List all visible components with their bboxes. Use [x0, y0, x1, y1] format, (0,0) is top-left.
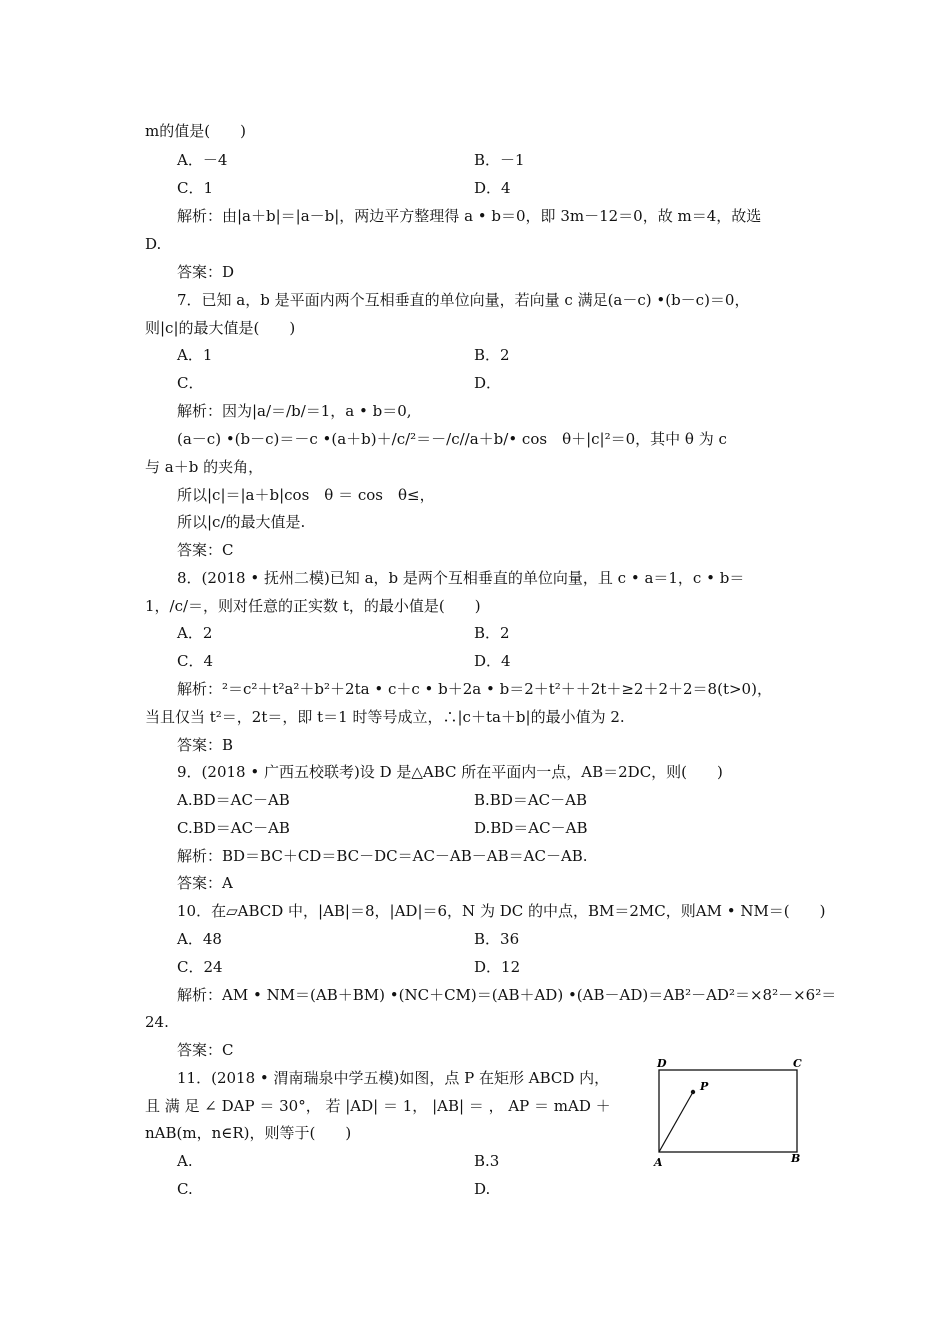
answer: 答案：A [177, 874, 233, 892]
option-a: A．1 [177, 346, 213, 364]
option-b: B．2 [474, 346, 510, 364]
option-b: B．2 [474, 624, 510, 642]
option-c: C．24 [177, 958, 223, 976]
solution-text: 解析：BD＝BC＋CD＝BC－DC＝AC－AB－AB＝AC－AB. [177, 847, 588, 865]
option-b: B．－1 [474, 151, 525, 169]
option-a: A.BD＝AC－AB [177, 791, 290, 809]
question-7: 7．已知 a，b 是平面内两个互相垂直的单位向量，若向量 c 满足(a－c) •(b－c)＝0， [177, 291, 750, 309]
option-c: C．1 [177, 179, 214, 197]
solution-text: 解析：²＝c²＋t²a²＋b²＋2ta • c＋c • b＋2a • b＝2＋t²＋＋2t＋≥2＋2＋2＝8(t>0)， [177, 680, 772, 698]
option-b: B.3 [474, 1152, 500, 1170]
segment-ap [659, 1092, 693, 1152]
answer: 答案：C [177, 541, 234, 559]
solution-text: 当且仅当 t²＝，2t＝，即 t＝1 时等号成立，∴|c＋ta＋b|的最小值为 2. [145, 708, 625, 726]
option-d: D．4 [474, 652, 511, 670]
option-d: D.BD＝AC－AB [474, 819, 588, 837]
option-a: A．2 [177, 624, 213, 642]
option-c: C．4 [177, 652, 214, 670]
question-8: 8．(2018 • 抚州二模)已知 a，b 是两个互相垂直的单位向量，且 c • a＝1，c • b＝ [177, 569, 745, 587]
question-10: 10．在▱ABCD 中，|AB|＝8，|AD|＝6，N 为 DC 的中点，BM＝2MC，则AM • NM＝( ) [177, 902, 826, 920]
solution-text: 所以|c/的最大值是. [177, 513, 306, 531]
solution-text: (a－c) •(b－c)＝－c •(a＋b)＋/c/²＝－/c//a＋b/• cos θ＋|c|²＝0，其中 θ 为 c [177, 430, 727, 448]
question-9: 9．(2018 • 广西五校联考)设 D 是△ABC 所在平面内一点，AB＝2DC，则( ) [177, 763, 723, 781]
option-d: D． [474, 374, 502, 392]
solution-text: D. [145, 235, 162, 253]
question-text: 1，/c/＝，则对任意的正实数 t，的最小值是( ) [145, 597, 481, 615]
option-b: B.BD＝AC－AB [474, 791, 588, 809]
option-d: D．4 [474, 179, 511, 197]
solution-text: 解析：AM • NM＝(AB＋BM) •(NC＋CM)＝(AB＋AD) •(AB－AD)＝AB²－AD²＝×8²－×6²＝ [177, 986, 837, 1004]
answer: 答案：C [177, 1041, 234, 1059]
text-line: m的值是( ) [145, 122, 246, 140]
solution-text: 解析：由|a＋b|＝|a－b|，两边平方整理得 a • b＝0，即 3m－12＝0，故 m＝4，故选 [177, 207, 762, 225]
option-a: A. [177, 1152, 193, 1170]
answer: 答案：B [177, 736, 234, 754]
point-p [691, 1090, 695, 1094]
rectangle-figure [646, 1054, 816, 1174]
option-c: C.BD＝AC－AB [177, 819, 290, 837]
label-b: B [791, 1152, 801, 1165]
label-d: D [657, 1057, 667, 1070]
option-c: C． [177, 374, 204, 392]
rectangle-abcd [659, 1070, 797, 1152]
option-a: A．－4 [177, 151, 228, 169]
option-a: A．48 [177, 930, 222, 948]
option-d: D. [474, 1180, 491, 1198]
option-d: D．12 [474, 958, 521, 976]
question-11: 11．(2018 • 渭南瑞泉中学五模)如图，点 P 在矩形 ABCD 内， [177, 1069, 610, 1087]
option-c: C. [177, 1180, 193, 1198]
label-p: P [700, 1080, 709, 1093]
solution-text: 与 a＋b 的夹角， [145, 458, 264, 476]
question-text: nAB(m，n∈R)，则等于( ) [145, 1124, 352, 1142]
question-text: 则|c|的最大值是( ) [145, 319, 296, 337]
question-text: 且 满 足 ∠ DAP ＝ 30°， 若 |AD| ＝ 1， |AB| ＝ ， AP ＝ mAD ＋ [145, 1097, 611, 1115]
solution-text: 解析：因为|a/＝/b/＝1，a • b＝0, [177, 402, 412, 420]
label-a: A [654, 1156, 663, 1169]
solution-text: 24. [145, 1013, 169, 1031]
label-c: C [793, 1057, 802, 1070]
option-b: B．36 [474, 930, 520, 948]
solution-text: 所以|c|＝|a＋b|cos θ ＝ cos θ≤， [177, 486, 435, 504]
answer: 答案：D [177, 263, 235, 281]
